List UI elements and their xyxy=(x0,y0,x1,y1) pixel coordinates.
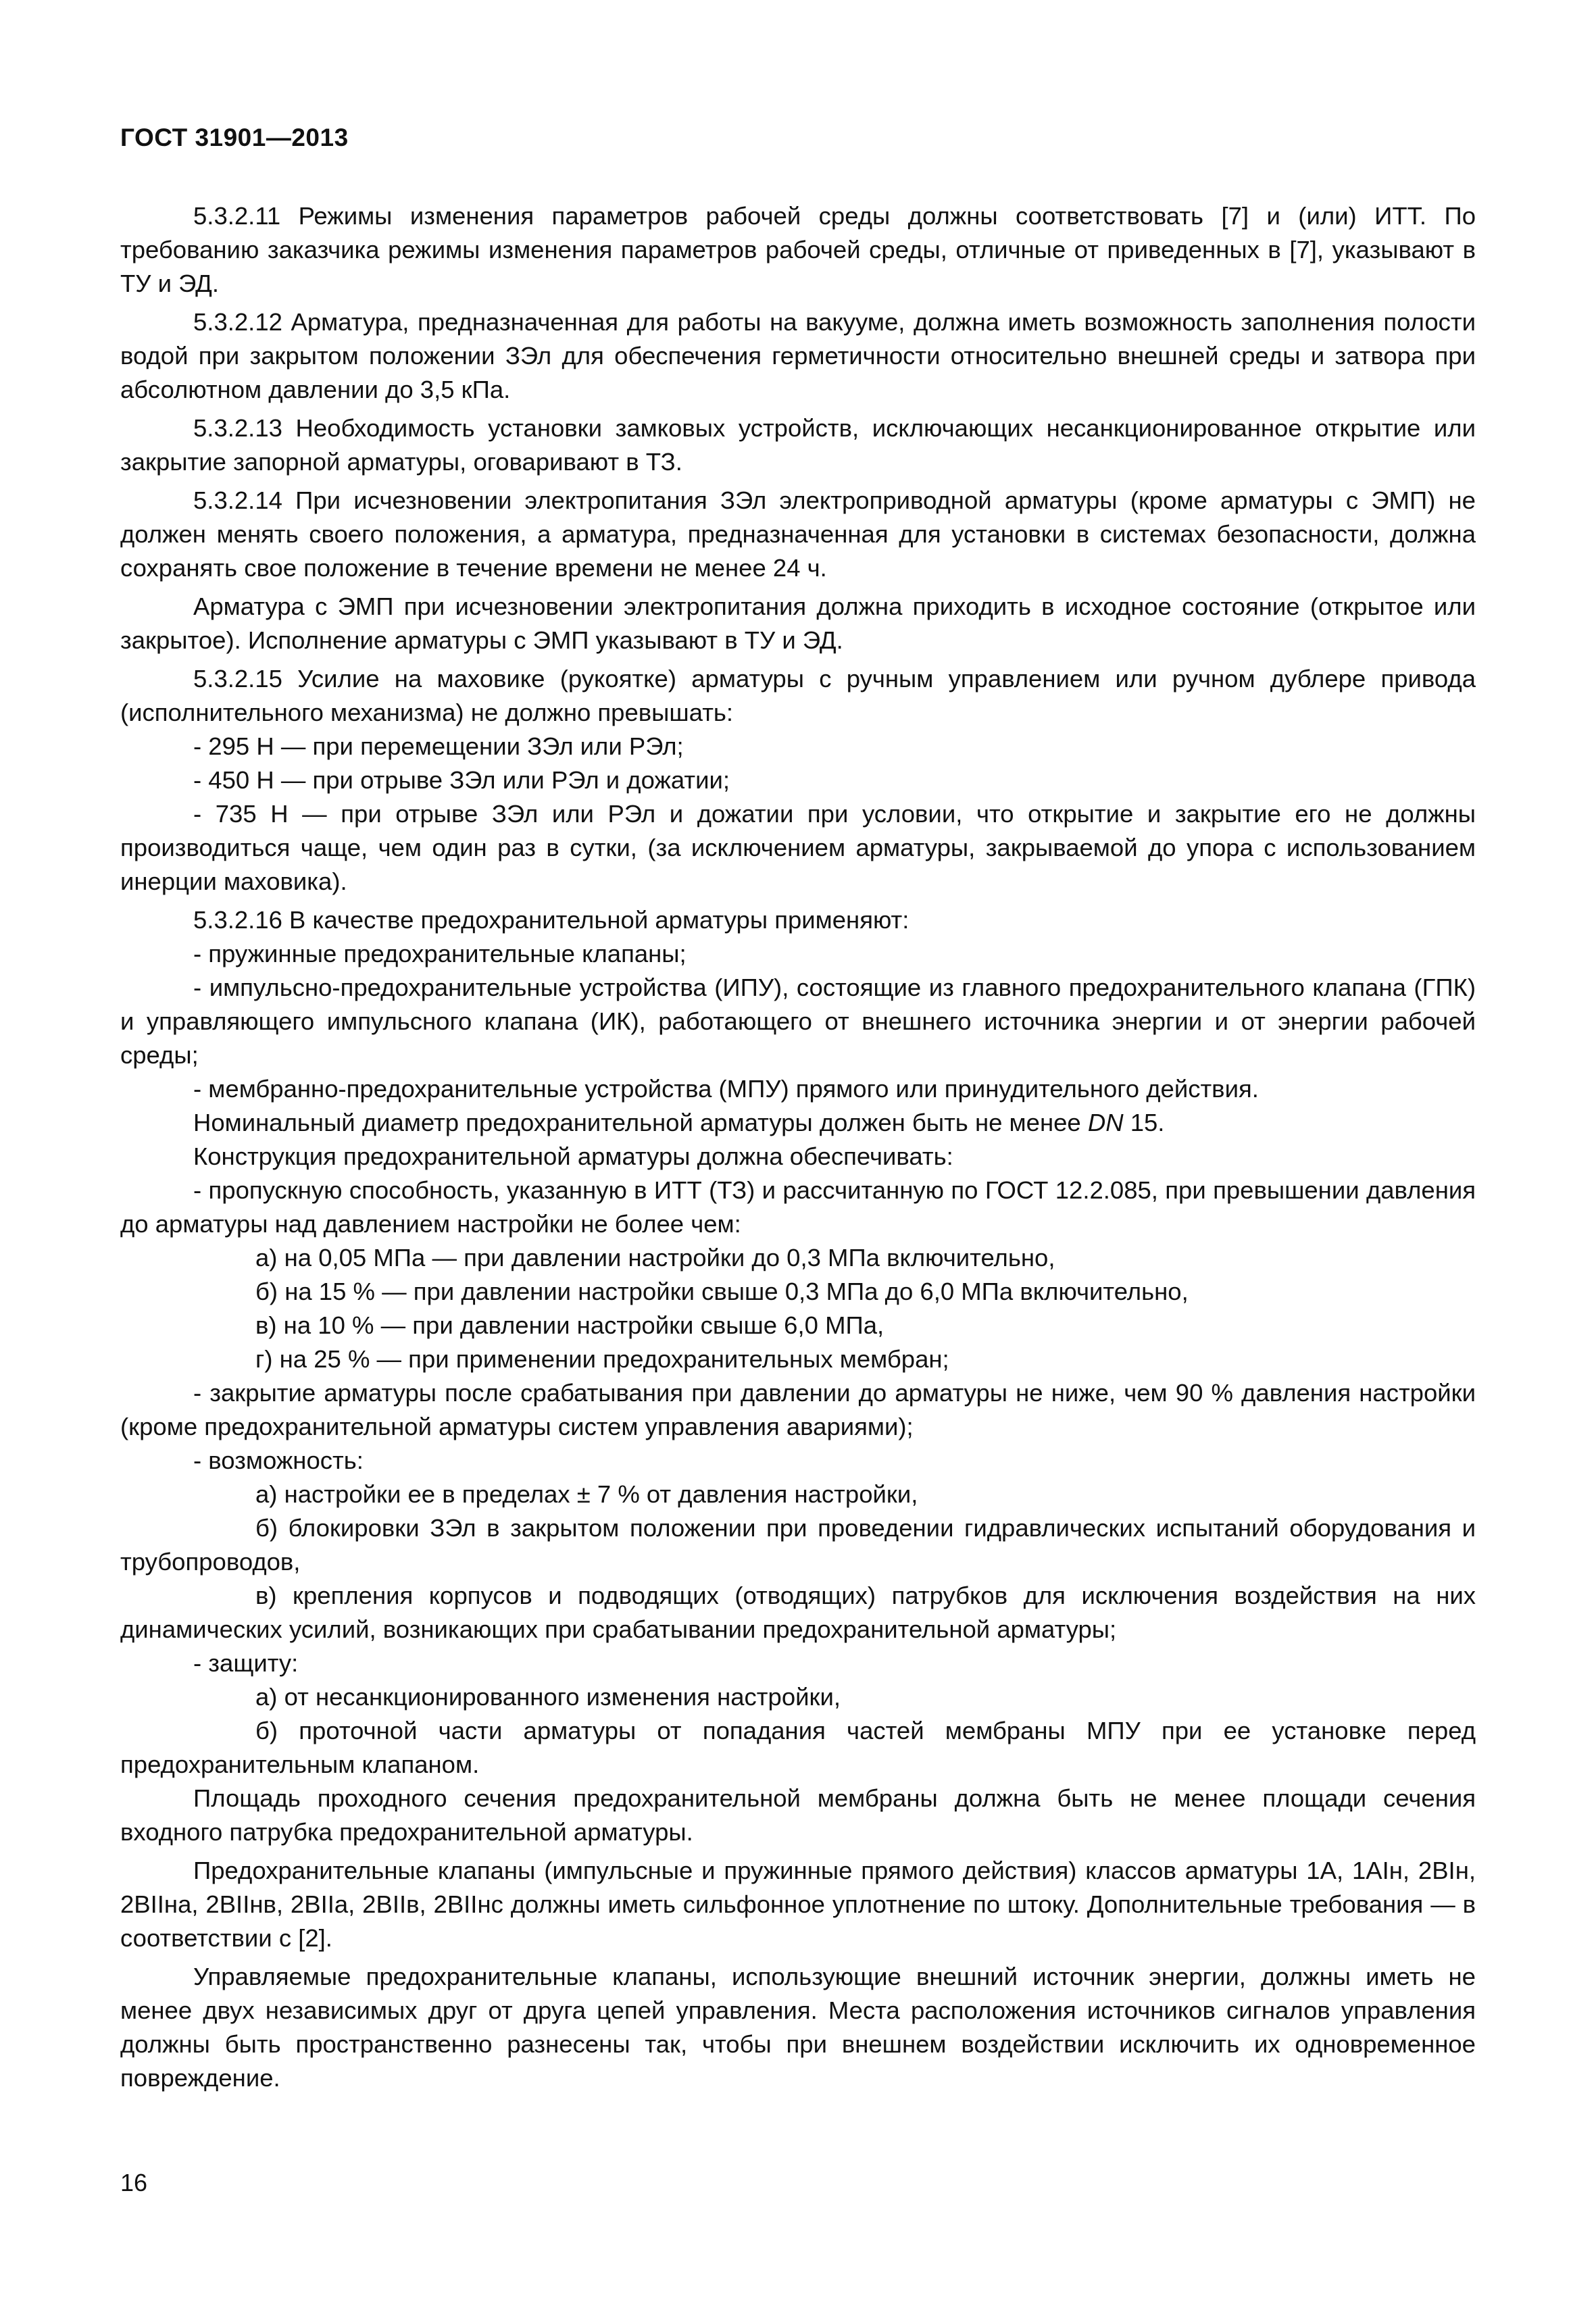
paragraph-safety-valves: Предохранительные клапаны (импульсные и пружинные прямого действия) классов арматуры 1А, 1АIн, 2ВIн, 2ВIIна, 2ВIIнв, 2ВIIа, 2ВIIв, 2ВIIнс должны иметь сильфонное уплотнение по штоку. Дополнительные требования — в соответствии с [2]. xyxy=(120,1857,1476,1952)
nominal-diameter-text-start: Номинальный диаметр предохранительной арматуры должен быть не менее xyxy=(193,1109,1088,1136)
sub-item-a-pressure: а) на 0,05 МПа — при давлении настройки до 0,3 МПа включительно, xyxy=(255,1244,1055,1272)
sub-item-a-adjust: а) настройки ее в пределах ± 7 % от давления настройки, xyxy=(255,1480,918,1508)
paragraph-emp: Арматура с ЭМП при исчезновении электропитания должна приходить в исходное состояние (открытое или закрытое). Исполнение арматуры с ЭМП указывают в ТУ и ЭД. xyxy=(120,593,1476,654)
page-number: 16 xyxy=(120,2169,148,2196)
list-item-capacity: - пропускную способность, указанную в ИТТ (ТЗ) и рассчитанную по ГОСТ 12.2.085, при превышении давления до арматуры над давлением настройки не более чем: xyxy=(120,1176,1476,1238)
list-item-spring-valves: - пружинные предохранительные клапаны; xyxy=(193,940,687,967)
paragraph-5-3-2-14: 5.3.2.14 При исчезновении электропитания ЗЭл электроприводной арматуры (кроме арматуры с ЭМП) не должен менять своего положения, а арматура, предназначенная для установки в системах безопасности, должна сохранять свое положение в течение времени не менее 24 ч. xyxy=(120,486,1476,582)
sub-item-b-lock: б) блокировки ЗЭл в закрытом положении при проведении гидравлических испытаний оборудования и трубопроводов, xyxy=(120,1514,1476,1576)
paragraph-5-3-2-13: 5.3.2.13 Необходимость установки замковых устройств, исключающих несанкционированное открытие или закрытие запорной арматуры, оговаривают в ТЗ. xyxy=(120,414,1476,476)
paragraph-membrane-area: Площадь проходного сечения предохранительной мембраны должна быть не менее площади сечения входного патрубка предохранительной арматуры. xyxy=(120,1784,1476,1846)
document-header: ГОСТ 31901—2013 xyxy=(120,124,349,151)
document-body xyxy=(120,199,1476,2095)
sub-item-g-pressure: г) на 25 % — при применении предохранительных мембран; xyxy=(255,1345,949,1373)
paragraph-nominal-diameter xyxy=(120,1106,1476,1140)
nominal-diameter-value: 15. xyxy=(1123,1109,1165,1136)
sub-item-b-pressure: б) на 15 % — при давлении настройки свыше 0,3 МПа до 6,0 МПа включительно, xyxy=(255,1278,1189,1305)
paragraph-5-3-2-15: 5.3.2.15 Усилие на маховике (рукоятке) арматуры с ручным управлением или ручном дублере привода (исполнительного механизма) не должно превышать: xyxy=(120,665,1476,726)
paragraph-5-3-2-11: 5.3.2.11 Режимы изменения параметров рабочей среды должны соответствовать [7] и (или) ИТТ. По требованию заказчика режимы изменения параметров рабочей среды, отличные от приведенных в [7], указывают в ТУ и ЭД. xyxy=(120,202,1476,297)
list-item-protection: - защиту: xyxy=(193,1649,299,1677)
list-item-ipu: - импульсно-предохранительные устройства (ИПУ), состоящие из главного предохранительного клапана (ГПК) и управляющего импульсного клапана (ИК), работающего от внешнего источника энергии и от энергии рабочей среды; xyxy=(120,974,1476,1069)
list-item-closing: - закрытие арматуры после срабатывания при давлении до арматуры не ниже, чем 90 % давления настройки (кроме предохранительной арматуры систем управления авариями); xyxy=(120,1379,1476,1440)
sub-item-a-unauthorized: а) от несанкционированного изменения настройки, xyxy=(255,1683,841,1711)
list-item-mpu: - мембранно-предохранительные устройства (МПУ) прямого или принудительного действия. xyxy=(193,1075,1259,1103)
list-item-capability: - возможность: xyxy=(193,1447,364,1474)
list-item-295: - 295 Н — при перемещении ЗЭл или РЭл; xyxy=(193,732,684,760)
paragraph-controlled-valves: Управляемые предохранительные клапаны, использующие внешний источник энергии, должны иметь не менее двух независимых друг от друга цепей управления. Места расположения источников сигналов управления должны быть пространственно разнесены так, чтобы при внешнем воздействии исключить их одновременное повреждение. xyxy=(120,1963,1476,2092)
sub-item-v-mounting: в) крепления корпусов и подводящих (отводящих) патрубков для исключения воздействия на них динамических усилий, возникающих при срабатывании предохранительной арматуры; xyxy=(120,1582,1476,1643)
paragraph-5-3-2-16: 5.3.2.16 В качестве предохранительной арматуры применяют: xyxy=(193,906,909,934)
sub-item-v-pressure: в) на 10 % — при давлении настройки свыше 6,0 МПа, xyxy=(255,1311,884,1339)
dn-symbol: DN xyxy=(1087,1109,1124,1136)
paragraph-construction: Конструкция предохранительной арматуры должна обеспечивать: xyxy=(193,1142,953,1170)
list-item-735: - 735 Н — при отрыве ЗЭл или РЭл и дожатии при условии, что открытие и закрытие его не должны производиться чаще, чем один раз в сутки, (за исключением арматуры, закрываемой до упора с использованием инерции маховика). xyxy=(120,800,1476,895)
paragraph-5-3-2-12: 5.3.2.12 Арматура, предназначенная для работы на вакууме, должна иметь возможность заполнения полости водой при закрытом положении ЗЭл для обеспечения герметичности относительно внешней среды и затвора при абсолютном давлении до 3,5 кПа. xyxy=(120,308,1476,403)
sub-item-b-membrane: б) проточной части арматуры от попадания частей мембраны МПУ при ее установке перед предохранительным клапаном. xyxy=(120,1717,1476,1778)
list-item-450: - 450 Н — при отрыве ЗЭл или РЭл и дожатии; xyxy=(193,766,730,794)
